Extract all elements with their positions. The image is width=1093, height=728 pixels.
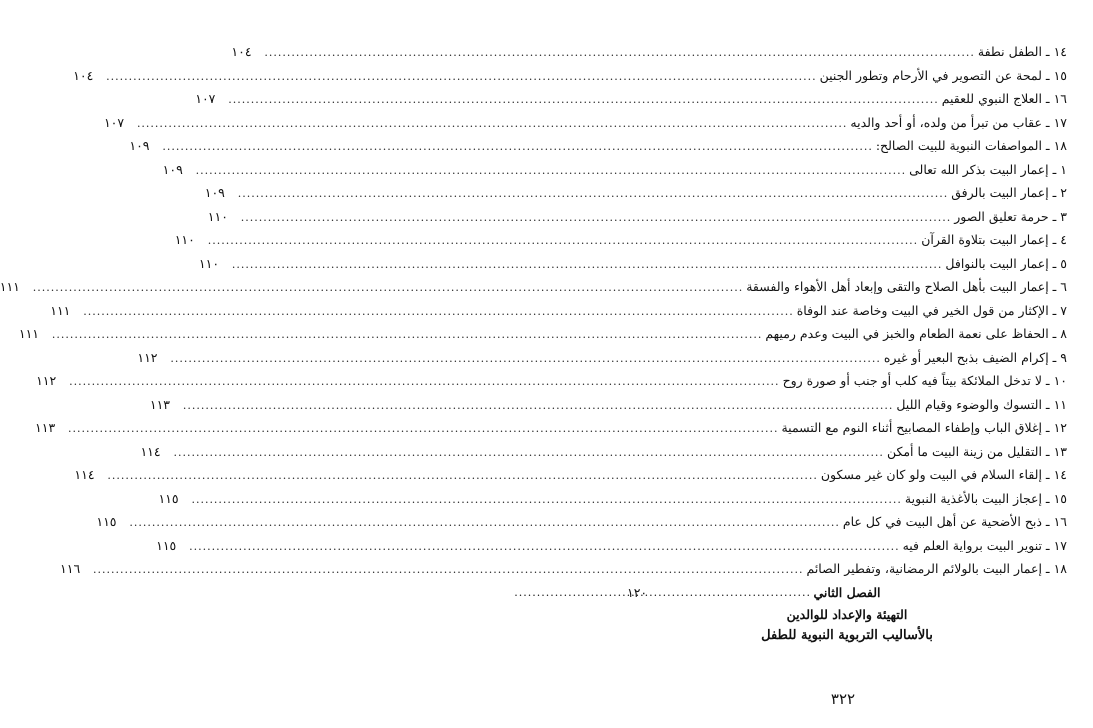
table-of-contents [0,40,1067,646]
toc-entry-page-number: ١١٢ [36,373,57,388]
toc-leader-dots [107,464,817,488]
toc-entry [129,134,1067,158]
toc-entry-title: ١٤ ـ الطفل نطفة [977,44,1067,59]
toc-entry [0,275,1067,299]
toc-entry-title: ٥ ـ إعمار البيت بالنوافل [945,255,1067,271]
toc-entry-page-number: ١١١ [50,302,71,318]
toc-entry [204,181,1067,205]
toc-leader-dots [129,511,839,535]
toc-entry-page-number: ١١١ [18,326,40,341]
toc-entry-page-number: ١١٣ [149,396,171,412]
chapter-subtitle-2: بالأساليب التربوية النبوية للطفل [761,628,933,643]
toc-entry-title: ٢ ـ إعمار البيت بالرفق [951,185,1067,200]
toc-entry-page-number: ١١٤ [140,443,161,459]
toc-entry [18,322,1067,346]
toc-entry-title: ١٥ ـ إعجاز البيت بالأغذية النبوية [904,490,1067,506]
toc-entry [60,557,1067,581]
toc-leader-dots [232,253,942,277]
toc-entry [158,487,1067,511]
toc-entry-title: ١١ ـ التسوك والوضوء وقيام الليل [896,396,1067,412]
toc-leader-dots [173,441,883,465]
toc-entry-page-number: ١٠٧ [103,114,125,130]
toc-entry-page-number: ١١٢ [137,349,158,365]
toc-entry-title: ١ ـ إعمار البيت بذكر الله تعالى [909,161,1067,177]
toc-leader-dots [196,159,906,183]
toc-entry [137,346,1067,370]
toc-entry-page-number: ١٠٩ [204,185,225,200]
toc-entry-page-number: ١١٥ [158,490,179,506]
toc-leader-dots [189,535,899,559]
toc-entry-title: ١٥ ـ لمحة عن التصوير في الأرحام وتطور الجنين [819,67,1067,83]
toc-entry [198,252,1067,276]
chapter-page-number: ١٢٠ [627,584,648,600]
toc-entry-title: ٦ ـ إعمار البيت بأهل الصلاح والتقى وإبعاد أهل الأهواء والفسقة [746,279,1067,294]
toc-entry [195,87,1067,111]
toc-entry [73,64,1067,88]
toc-entry-title: ١٧ ـ تنوير البيت برواية العلم فيه [902,537,1067,553]
toc-entry-page-number: ١١٥ [96,514,117,529]
toc-entry [50,299,1067,323]
toc-leader-dots [208,229,918,253]
toc-leader-dots [83,300,793,324]
toc-leader-dots [162,135,872,159]
chapter-leader-dots [661,581,811,605]
toc-entry [35,416,1067,440]
toc-entry [231,40,1067,64]
toc-leader-dots [52,323,762,347]
toc-entry-title: ٨ ـ الحفاظ على نعمة الطعام والخبز في البيت وعدم رميهم [765,326,1067,341]
toc-leader-dots [170,347,880,371]
toc-entry [140,440,1067,464]
toc-entry [36,369,1067,393]
toc-entry-page-number: ١١٤ [74,467,95,482]
toc-leader-dots [238,182,948,206]
toc-entry-title: ١٣ ـ التقليل من زينة البيت ما أمكن [886,443,1067,459]
chapter-subtitle-1: التهيئة والإعداد للوالدين [786,607,908,622]
toc-entry [96,510,1067,534]
toc-entry-title: ٩ ـ إكرام الضيف بذبح البعير أو غيره [883,349,1067,365]
chapter-heading-row [627,581,1067,605]
toc-leader-dots [228,88,938,112]
toc-leader-dots [68,417,778,441]
toc-leader-dots [106,65,816,89]
toc-entry-page-number: ١١٠ [198,255,220,271]
toc-entry-title: ٧ ـ الإكثار من قول الخير في البيت وخاصة عند الوفاة [796,302,1067,318]
toc-entry-page-number: ١٠٤ [231,44,252,59]
toc-entry [156,534,1067,558]
toc-entry [149,393,1067,417]
toc-entry-page-number: ١٠٤ [73,67,94,83]
toc-leader-dots [33,276,743,300]
toc-leader-dots [241,206,951,230]
toc-entry-page-number: ١١٣ [35,420,56,435]
toc-entry [74,463,1067,487]
page-number: ٣٢٢ [830,690,856,708]
toc-entry-page-number: ١١٦ [60,561,81,576]
toc-entry [103,111,1067,135]
toc-entry-title: ١٦ ـ العلاج النبوي للعقيم [941,91,1067,106]
toc-entry-title: ١٤ ـ إلقاء السلام في البيت ولو كان غير مسكون [820,467,1067,482]
toc-entry-page-number: ١١٥ [156,537,177,553]
toc-entry-page-number: ١٠٩ [129,138,150,153]
toc-leader-dots [137,112,847,136]
toc-entry-page-number: ١١٠ [174,232,195,247]
toc-entry-title: ١٠ ـ لا تدخل الملائكة بيتاً فيه كلب أو جنب أو صورة روح [782,373,1067,388]
toc-entry-page-number: ١١٠ [207,208,228,224]
toc-entry-page-number: ١٠٩ [162,161,183,177]
toc-entry-title: ١٦ ـ ذبح الأضحية عن أهل البيت في كل عام [842,514,1067,529]
toc-leader-dots [183,394,893,418]
toc-leader-dots [93,558,803,582]
toc-list [0,40,1067,581]
toc-entry-title: ٤ ـ إعمار البيت بتلاوة القرآن [921,232,1067,247]
toc-entry-page-number: ١٠٧ [195,91,216,106]
toc-entry-title: ١٨ ـ المواصفات النبوية للبيت الصالح: [875,138,1067,153]
toc-entry-title: ١٢ ـ إغلاق الباب وإطفاء المصابيح أثناء النوم مع التسمية [781,420,1067,435]
toc-entry-title: ١٨ ـ إعمار البيت بالولائم الرمضانية، وتفطير الصائم [806,561,1067,576]
toc-entry-title: ١٧ ـ عقاب من تبرأ من ولده، أو أحد والديه [850,114,1067,130]
toc-leader-dots [264,41,974,65]
toc-leader-dots [69,370,779,394]
toc-leader-dots [191,488,901,512]
toc-entry [207,205,1067,229]
toc-entry-title: ٣ ـ حرمة تعليق الصور [954,208,1067,224]
toc-entry-page-number: ١١١ [0,279,20,294]
toc-entry [174,228,1067,252]
toc-entry [162,158,1067,182]
chapter-title: الفصل الثاني [813,584,881,600]
